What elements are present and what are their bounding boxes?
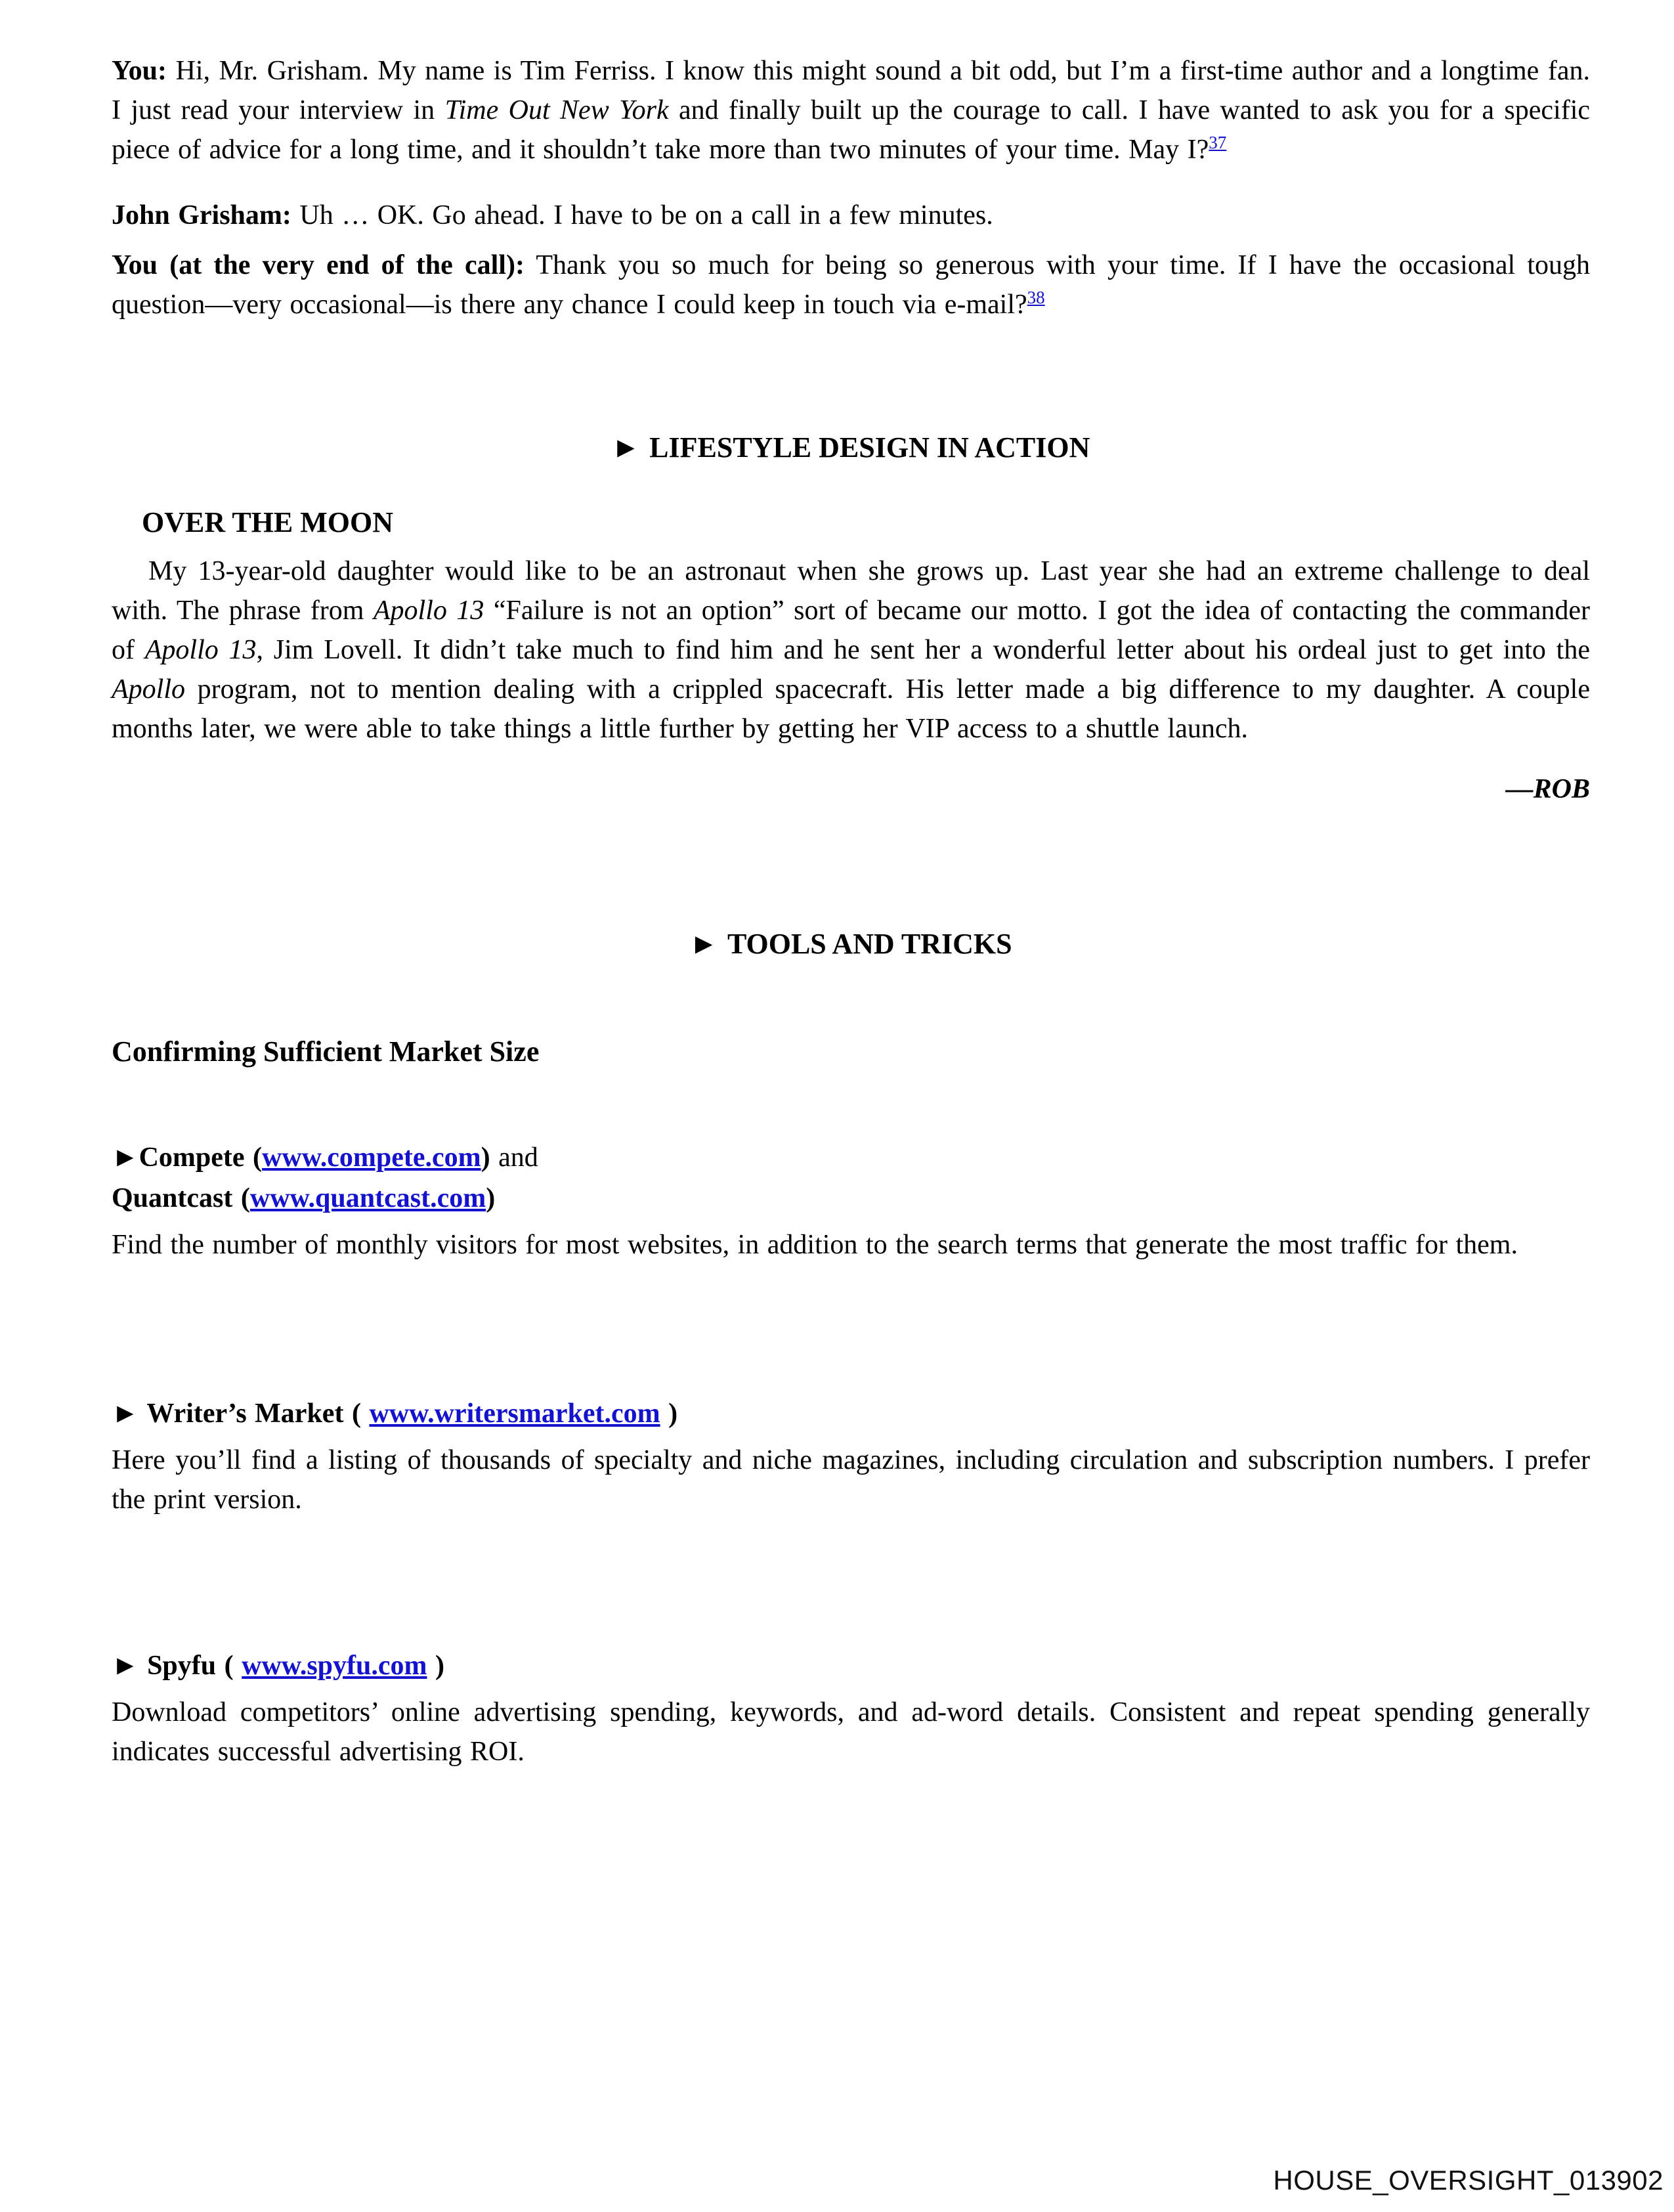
- text-run: (: [343, 1399, 370, 1429]
- text-run: Apollo 13: [144, 635, 257, 665]
- story-paragraph: [112, 552, 1590, 748]
- text-run: and finally built up the courage to call. I have wanted to ask you for a specific piece of advice for a long time, and it shouldn’t take more than two minutes of your time. May I?: [112, 95, 1591, 165]
- dialogue-paragraph-you-end-of-call: [112, 246, 1590, 324]
- text-run: John Grisham:: [112, 200, 291, 230]
- section-heading-text: LIFESTYLE DESIGN IN ACTION: [649, 431, 1090, 464]
- spyfu-link[interactable]: www.spyfu.com: [242, 1651, 427, 1681]
- text-run: Quantcast: [112, 1183, 233, 1213]
- tool-title-line: [112, 1178, 1590, 1219]
- text-run: “Failure is not an option” sort of became our motto. I got the idea of contacting the commander of: [112, 596, 1591, 665]
- pointer-arrow-icon: ►: [112, 1142, 139, 1173]
- text-run: You:: [112, 56, 167, 86]
- footnote-38-ref[interactable]: 38: [1027, 288, 1045, 307]
- pointer-arrow-icon: ►: [112, 1399, 147, 1429]
- text-run: (: [216, 1651, 242, 1681]
- section-heading-text: TOOLS AND TRICKS: [727, 928, 1012, 960]
- dialogue-paragraph-grisham: [112, 196, 1590, 235]
- tool-description: Find the number of monthly visitors for most websites, in addition to the search terms that generate the most traffic for them.: [112, 1230, 1518, 1260]
- text-run: Uh … OK. Go ahead. I have to be on a call in a few minutes.: [291, 200, 993, 230]
- text-run: and: [490, 1142, 538, 1173]
- pointer-arrow-icon: ►: [611, 431, 641, 464]
- text-run: ): [427, 1651, 444, 1681]
- dialogue-paragraph-you: [112, 51, 1590, 169]
- bates-number: HOUSE_OVERSIGHT_013902: [1273, 2165, 1663, 2196]
- section-heading-tools-and-tricks: [112, 924, 1590, 964]
- tool-entry-compete-quantcast: [112, 1137, 1590, 1265]
- pointer-arrow-icon: ►: [689, 928, 718, 960]
- tool-entry-writers-market: [112, 1393, 1590, 1519]
- text-run: ): [481, 1142, 490, 1173]
- tool-description: Download competitors’ online advertising spending, keywords, and ad-word details. Consistent and repeat spending generally indicates successful advertising ROI.: [112, 1697, 1590, 1767]
- tool-entry-spyfu: [112, 1645, 1590, 1771]
- text-run: (: [244, 1142, 263, 1173]
- text-run: program, not to mention dealing with a crippled spacecraft. His letter made a big difference to my daughter. A couple months later, we were able to take things a little further by getting her VIP access to a shuttle launch.: [112, 674, 1590, 744]
- tool-title-line: [112, 1645, 1590, 1686]
- tool-description: Here you’ll find a listing of thousands of specialty and niche magazines, including circulation and subscription numbers. I prefer the print version.: [112, 1445, 1590, 1515]
- pointer-arrow-icon: ►: [112, 1651, 148, 1681]
- text-run: Apollo 13: [373, 596, 484, 626]
- text-run: , Jim Lovell. It didn’t take much to find him and he sent her a wonderful letter about his ordeal just to get into the: [256, 635, 1590, 665]
- text-run: ): [486, 1183, 496, 1213]
- writersmarket-link[interactable]: www.writersmarket.com: [369, 1399, 660, 1429]
- text-run: Thank you so much for being so generous with your time. If I have the occasional tough question—very occasional—is there any chance I could keep in touch via e-mail?: [112, 250, 1590, 320]
- text-run: My 13-year-old daughter would like to be an astronaut when she grows up. Last year she had an extreme challenge to deal with. The phrase from: [112, 556, 1590, 626]
- tool-title-line: [112, 1393, 1590, 1434]
- text-run: Apollo: [112, 674, 185, 705]
- text-run: Spyfu: [147, 1651, 217, 1681]
- footnote-37-ref[interactable]: 37: [1209, 133, 1227, 152]
- text-run: Compete: [139, 1142, 245, 1173]
- text-run: You (at the very end of the call):: [112, 250, 525, 280]
- story-title-over-the-moon: OVER THE MOON: [142, 506, 394, 538]
- text-run: Writer’s Market: [146, 1399, 344, 1429]
- tool-title-line: [112, 1137, 1590, 1178]
- quantcast-link[interactable]: www.quantcast.com: [249, 1183, 486, 1213]
- text-run: Hi, Mr. Grisham. My name is Tim Ferriss. I know this might sound a bit odd, but I’m a first-time author and a longtime fan. I just read your interview in: [112, 56, 1590, 125]
- text-run: Time Out New York: [444, 95, 669, 125]
- text-run: (: [232, 1183, 250, 1213]
- story-attribution: —ROB: [1505, 774, 1590, 804]
- section-heading-lifestyle-design-in-action: [112, 428, 1590, 467]
- tools-subheading-confirming-market-size: Confirming Sufficient Market Size: [112, 1035, 540, 1068]
- compete-link[interactable]: www.compete.com: [262, 1142, 481, 1173]
- text-run: ): [660, 1399, 678, 1429]
